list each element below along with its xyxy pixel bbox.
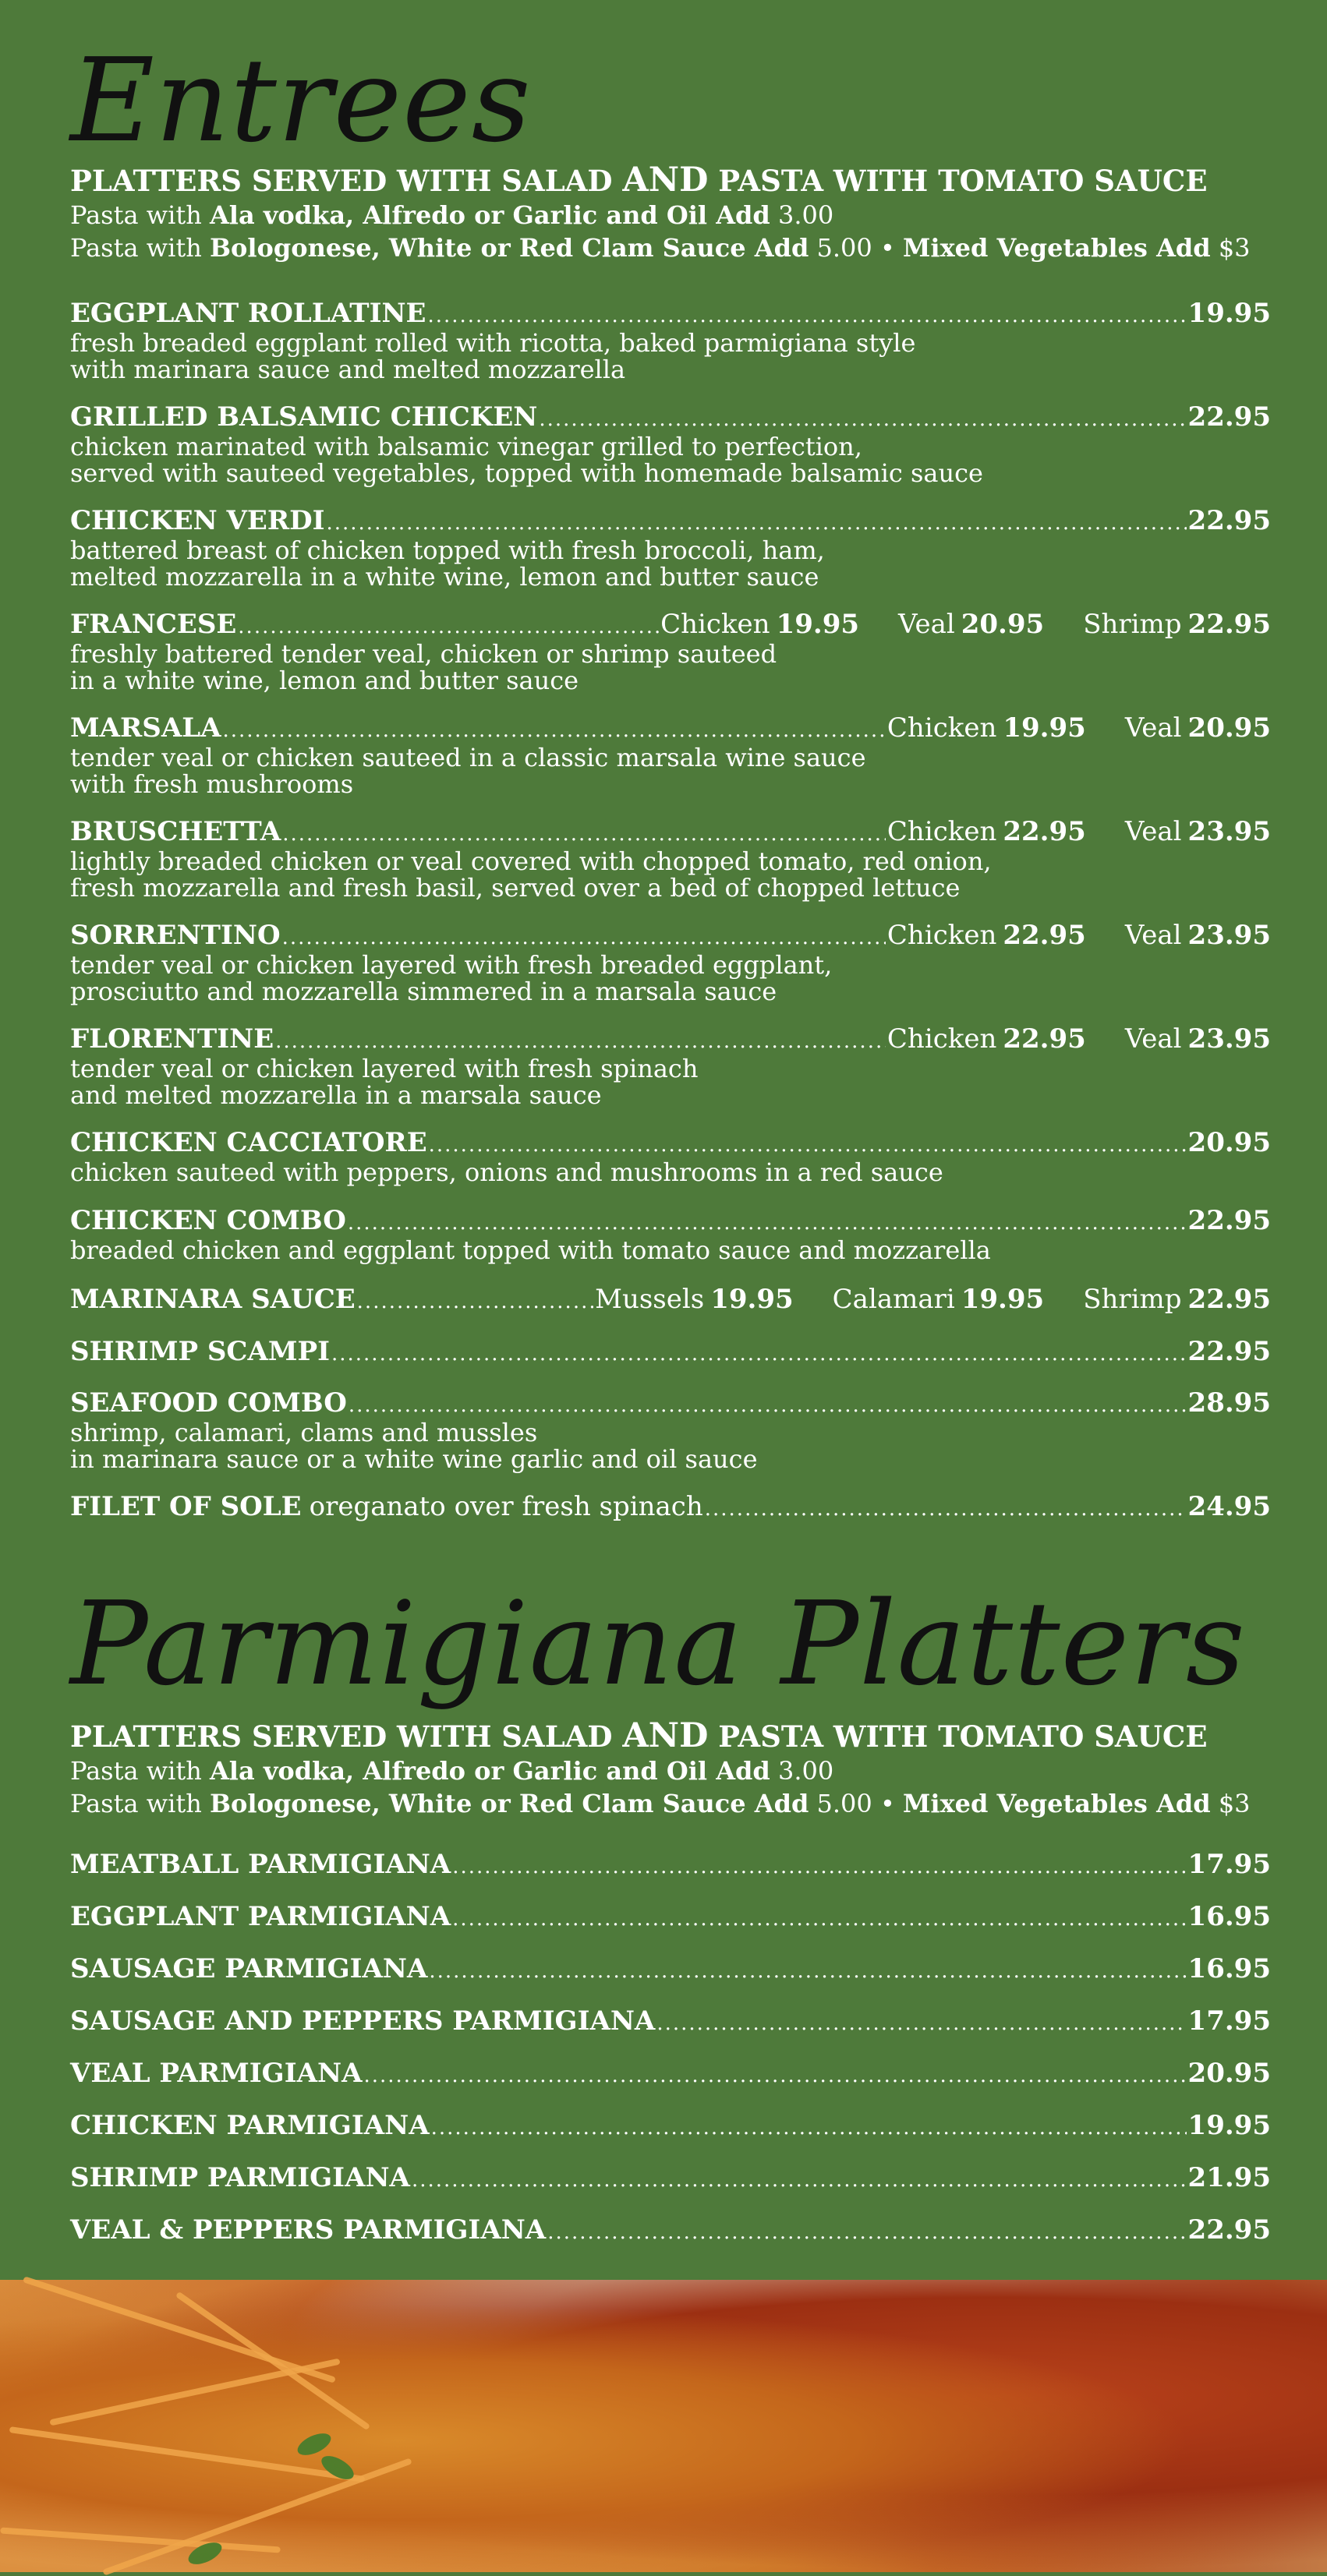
price-option: Veal 23.95 (1124, 1023, 1271, 1055)
parmigiana-title: Parmigiana Platters (70, 1577, 1246, 1711)
dot-leader (427, 300, 1186, 331)
item-name: FILET OF SOLE (70, 1491, 302, 1522)
dot-leader (705, 1493, 1187, 1525)
item-name: CHICKEN VERDI (70, 505, 325, 536)
dot-leader (282, 922, 886, 953)
dot-leader (656, 2008, 1186, 2039)
item-description: freshly battered tender veal, chicken or shrimp sauteed in a white wine, lemon and butter sauce (70, 639, 777, 695)
price-option: Calamari 19.95 (832, 1284, 1045, 1315)
menu-item (70, 1023, 1271, 1108)
entrees-title: Entrees (70, 34, 532, 168)
menu-item (70, 298, 1271, 383)
menu-item (70, 2162, 1271, 2196)
item-name: SHRIMP PARMIGIANA (70, 2162, 410, 2193)
item-price: 22.95 (1187, 2214, 1271, 2246)
item-description: breaded chicken and eggplant topped with tomato sauce and mozzarella (70, 1235, 991, 1265)
pasta-addon-line-2: Pasta with Bologonese, White or Red Clam Sauce Add 5.00 • Mixed Vegetables Add $3 (70, 1789, 1251, 1818)
dot-leader (431, 2112, 1187, 2143)
price-option: Mussels 19.95 (595, 1284, 794, 1315)
menu-item (70, 2214, 1271, 2248)
item-price: 22.95 (1187, 1205, 1271, 1236)
item-name: VEAL & PEPPERS PARMIGIANA (70, 2214, 547, 2246)
item-price: 20.95 (1187, 1127, 1271, 1158)
menu-item (70, 2005, 1271, 2039)
item-description: chicken sauteed with peppers, onions and mushrooms in a red sauce (70, 1157, 943, 1187)
item-name: EGGPLANT PARMIGIANA (70, 1901, 451, 1932)
food-photo (0, 2280, 1327, 2572)
dot-leader (452, 1851, 1186, 1882)
price-option: Shrimp 22.95 (1083, 1284, 1271, 1315)
price-option: Chicken 22.95 (886, 1023, 1086, 1055)
item-description: tender veal or chicken sauteed in a classic marsala wine sauce with fresh mushrooms (70, 743, 866, 799)
item-name: MEATBALL PARMIGIANA (70, 1849, 451, 1880)
dot-leader (429, 1129, 1187, 1161)
item-description: lightly breaded chicken or veal covered with chopped tomato, red onion, fresh mozzarella and fresh basil, served over a bed of chopped lettuce (70, 846, 992, 903)
item-price: 21.95 (1187, 2162, 1271, 2193)
price-option: Shrimp 22.95 (1083, 609, 1271, 640)
item-name: CHICKEN COMBO (70, 1205, 346, 1236)
item-name: MARINARA SAUCE (70, 1284, 356, 1315)
menu-item (70, 1491, 1271, 1525)
item-name: MARSALA (70, 712, 221, 744)
entrees-header (70, 162, 1271, 264)
dot-leader (238, 611, 659, 642)
item-price: 22.95 (1187, 401, 1271, 433)
pasta-addon-line-1: Pasta with Ala vodka, Alfredo or Garlic and Oil Add 3.00 (70, 200, 834, 230)
item-price: 22.95 (1187, 505, 1271, 536)
dot-leader (539, 404, 1186, 435)
menu-item (70, 1387, 1271, 1472)
menu-item (70, 1127, 1271, 1186)
item-price: 17.95 (1187, 1849, 1271, 1880)
platters-note: PLATTERS SERVED WITH SALAD AND PASTA WITH TOMATO SAUCE (70, 1716, 1208, 1755)
item-price: 19.95 (1187, 2110, 1271, 2141)
item-name: SEAFOOD COMBO (70, 1387, 347, 1419)
menu-item (70, 1953, 1271, 1987)
menu-item (70, 2110, 1271, 2143)
pasta-addon-line-1: Pasta with Ala vodka, Alfredo or Garlic and Oil Add 3.00 (70, 1756, 834, 1786)
price-option: Chicken 22.95 (886, 920, 1086, 951)
menu-item (70, 1849, 1271, 1882)
menu-item (70, 920, 1271, 1005)
item-price: 24.95 (1187, 1491, 1271, 1522)
dot-leader (452, 1903, 1186, 1935)
platters-note: PLATTERS SERVED WITH SALAD AND PASTA WITH TOMATO SAUCE (70, 161, 1208, 200)
dot-leader (412, 2164, 1187, 2196)
dot-leader (326, 507, 1186, 539)
pasta-addon-line-2: Pasta with Bologonese, White or Red Clam Sauce Add 5.00 • Mixed Vegetables Add $3 (70, 233, 1251, 263)
dot-leader (363, 2060, 1186, 2091)
price-option: Veal 23.95 (1124, 816, 1271, 847)
item-name: VEAL PARMIGIANA (70, 2058, 363, 2089)
parmigiana-header (70, 1718, 1271, 1820)
menu-item (70, 712, 1271, 797)
item-name: SAUSAGE PARMIGIANA (70, 1953, 428, 1984)
item-note: oreganato over fresh spinach (309, 1491, 703, 1522)
item-description: tender veal or chicken layered with fresh breaded eggplant, prosciutto and mozzarella simmered in a marsala sauce (70, 950, 833, 1006)
menu-item (70, 401, 1271, 486)
item-name: BRUSCHETTA (70, 816, 281, 847)
menu-item (70, 609, 1271, 694)
dot-leader (275, 1026, 886, 1057)
menu-item (70, 1205, 1271, 1263)
item-price: 28.95 (1187, 1387, 1271, 1419)
price-option: Veal 23.95 (1124, 920, 1271, 951)
item-price: 22.95 (1187, 1336, 1271, 1367)
dot-leader (547, 2217, 1186, 2248)
item-description: chicken marinated with balsamic vinegar grilled to perfection, served with sauteed vegetables, topped with homemade balsamic sauce (70, 432, 983, 488)
item-name: CHICKEN CACCIATORE (70, 1127, 427, 1158)
price-option: Veal 20.95 (1124, 712, 1271, 744)
dot-leader (357, 1286, 593, 1317)
menu-item (70, 505, 1271, 590)
dot-leader (223, 715, 886, 746)
price-option: Chicken 19.95 (660, 609, 860, 640)
item-price: 17.95 (1187, 2005, 1271, 2037)
item-name: FLORENTINE (70, 1023, 274, 1055)
menu-item (70, 816, 1271, 901)
item-description: battered breast of chicken topped with fresh broccoli, ham, melted mozzarella in a white wine, lemon and butter sauce (70, 535, 825, 592)
price-option: Chicken 22.95 (886, 816, 1086, 847)
item-price: 20.95 (1187, 2058, 1271, 2089)
menu-item (70, 1901, 1271, 1935)
item-name: SORRENTINO (70, 920, 281, 951)
menu-item (70, 1284, 1271, 1317)
item-name: CHICKEN PARMIGIANA (70, 2110, 430, 2141)
item-price: 16.95 (1187, 1953, 1271, 1984)
item-name: GRILLED BALSAMIC CHICKEN (70, 401, 538, 433)
item-price: 19.95 (1187, 298, 1271, 329)
item-name: SHRIMP SCAMPI (70, 1336, 330, 1367)
item-name: FRANCESE (70, 609, 237, 640)
item-description: fresh breaded eggplant rolled with ricotta, baked parmigiana style with marinara sauce and melted mozzarella (70, 328, 916, 384)
item-description: shrimp, calamari, clams and mussles in marinara sauce or a white wine garlic and oil sauce (70, 1418, 758, 1474)
dot-leader (348, 1207, 1187, 1239)
dot-leader (282, 818, 886, 850)
item-name: EGGPLANT ROLLATINE (70, 298, 426, 329)
menu-item (70, 2058, 1271, 2091)
dot-leader (349, 1390, 1187, 1421)
item-name: SAUSAGE AND PEPPERS PARMIGIANA (70, 2005, 656, 2037)
price-option: Veal 20.95 (898, 609, 1045, 640)
price-option: Chicken 19.95 (886, 712, 1086, 744)
dot-leader (429, 1956, 1186, 1987)
item-price: 16.95 (1187, 1901, 1271, 1932)
menu-item (70, 1336, 1271, 1369)
dot-leader (331, 1338, 1187, 1369)
item-description: tender veal or chicken layered with fresh spinach and melted mozzarella in a marsala sauce (70, 1054, 699, 1110)
